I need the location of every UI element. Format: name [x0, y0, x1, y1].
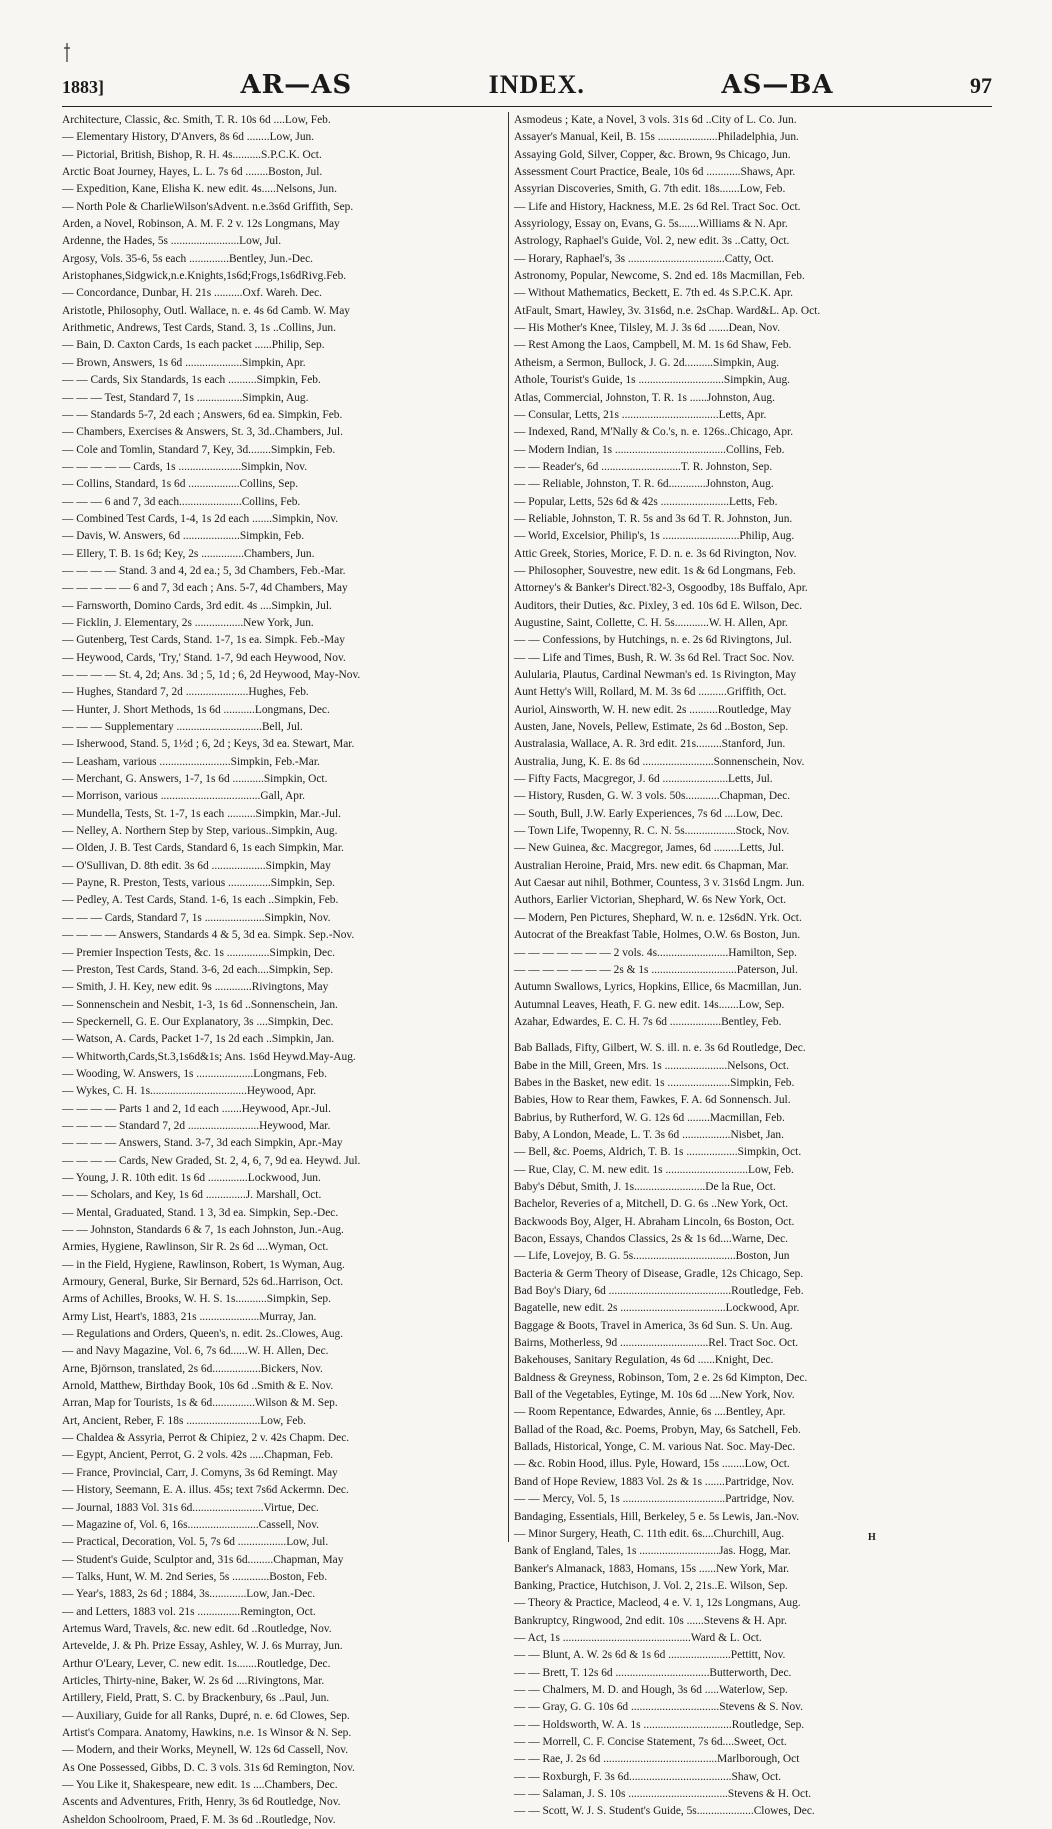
index-entry: — — — 6 and 7, 3d each......................Collins, Feb. [62, 495, 301, 508]
index-entry: — You Like it, Shakespeare, new edit. 1s ....Chambers, Dec. [62, 1779, 338, 1791]
index-entry: — Gutenberg, Test Cards, Stand. 1-7, 1s ea. Simpk. Feb.-May [62, 634, 345, 647]
index-entry: — Leasham, various .........................Simpkin, Feb.-Mar. [62, 755, 320, 768]
index-entry: Artillery, Field, Pratt, S. C. by Brackenbury, 6s ..Paul, Jun. [62, 1692, 330, 1705]
index-entry: Ballads, Historical, Yonge, C. M. various Nat. Soc. May-Dec. [514, 1441, 796, 1454]
index-entry: Ballad of the Road, &c. Poems, Probyn, May, 6s Satchell, Feb. [514, 1423, 801, 1436]
index-entry: Ardenne, the Hades, 5s ........................Low, Jul. [62, 235, 282, 248]
index-entry: — — Reliable, Johnston, T. R. 6d.............Johnston, Aug. [514, 478, 774, 491]
index-entry: — — — — Stand. 3 and 4, 2d ea.; 5, 3d Chambers, Feb.-Mar. [62, 564, 346, 577]
index-entry: Babies, How to Rear them, Fawkes, F. A. 6d Sonnensch. Jul. [514, 1094, 791, 1107]
index-entry: — History, Rusden, G. W. 3 vols. 50s............Chapman, Dec. [514, 790, 791, 803]
index-entry: — Room Repentance, Edwardes, Annie, 6s ....Bentley, Apr. [514, 1406, 786, 1419]
index-entry: — Hunter, J. Short Methods, 1s 6d ...........Longmans, Dec. [62, 703, 330, 716]
header-right-range: AS—BA [721, 70, 834, 100]
index-entry: Auditors, their Duties, &c. Pixley, 3 ed. 10s 6d E. Wilson, Dec. [514, 599, 803, 612]
index-entry: — Wooding, W. Answers, 1s ....................Longmans, Feb. [62, 1067, 327, 1080]
index-entry: Babrius, by Rutherford, W. G. 12s 6d ........Macmillan, Feb. [514, 1111, 785, 1124]
index-entry: Bad Boy's Diary, 6d ...........................................Routledge, Feb. [514, 1285, 804, 1298]
index-entry: — Heywood, Cards, 'Try,' Stand. 1-7, 9d each Heywood, Nov. [62, 651, 346, 664]
index-entry: — — Chalmers, M. D. and Hough, 3s 6d .....Waterlow, Sep. [514, 1683, 788, 1696]
index-entry: — — Brett, T. 12s 6d .................................Butterworth, Dec. [514, 1666, 792, 1679]
index-entry: — His Mother's Knee, Tilsley, M. J. 3s 6d .......Dean, Nov. [514, 322, 781, 335]
index-entry: — — Rae, J. 2s 6d ........................................Marlborough, Oct [514, 1753, 800, 1766]
index-entry: — — — Supplementary ..............................Bell, Jul. [62, 721, 303, 734]
index-entry: — Nelley, A. Northern Step by Step, various..Simpkin, Aug. [62, 825, 338, 838]
index-entry: — New Guinea, &c. Macgregor, James, 6d .........Letts, Jul. [514, 842, 785, 855]
index-entry: — — Gray, G. G. 10s 6d ...............................Stevens & S. Nov. [514, 1701, 803, 1714]
index-entry: — — — Test, Standard 7, 1s ................Simpkin, Aug. [62, 391, 309, 404]
index-entry: — — — — Answers, Standards 4 & 5, 3d ea. Simpk. Sep.-Nov. [62, 929, 355, 942]
index-entry: — World, Excelsior, Philip's, 1s ...........................Philip, Aug. [514, 530, 795, 543]
index-entry: Arran, Map for Tourists, 1s & 6d...............Wilson & M. Sep. [62, 1397, 338, 1410]
index-entry: — Act, 1s .............................................Ward & L. Oct. [514, 1631, 762, 1644]
index-entry: Artevelde, J. & Ph. Prize Essay, Ashley, W. J. 6s Murray, Jun. [62, 1640, 343, 1653]
index-entry: — Talks, Hunt, W. M. 2nd Series, 5s .............Boston, Feb. [62, 1570, 328, 1583]
index-entry: Baby, A London, Meade, L. T. 3s 6d .................Nisbet, Jan. [514, 1128, 784, 1141]
index-entry: — Rest Among the Laos, Campbell, M. M. 1s 6d Shaw, Feb. [514, 339, 792, 352]
index-entry: — Without Mathematics, Beckett, E. 7th ed. 4s S.P.C.K. Apr. [514, 287, 794, 300]
index-entry: Bacon, Essays, Chandos Classics, 2s & 1s 6d....Warne, Dec. [514, 1233, 789, 1245]
index-entry: Assyrian Discoveries, Smith, G. 7th edit. 18s.......Low, Feb. [514, 183, 786, 196]
index-entry: — Bain, D. Caxton Cards, 1s each packet ......Philip, Sep. [62, 339, 325, 352]
index-entry: — &c. Robin Hood, illus. Pyle, Howard, 15s ........Low, Oct. [514, 1458, 790, 1471]
index-entry: Bacteria & Germ Theory of Disease, Gradle, 12s Chicago, Sep. [514, 1267, 804, 1280]
index-entry: Army List, Heart's, 1883, 21s .....................Murray, Jan. [62, 1310, 317, 1323]
index-entry: Arthur O'Leary, Lever, C. new edit. 1s.......Routledge, Dec. [62, 1657, 331, 1670]
index-entry: Auriol, Ainsworth, W. H. new edit. 2s ..........Routledge, May [514, 703, 792, 716]
index-entry: Banking, Practice, Hutchison, J. Vol. 2, 21s..E. Wilson, Sep. [514, 1579, 788, 1592]
index-entry: — — — — Cards, New Graded, St. 2, 4, 6, 7, 9d ea. Heywd. Jul. [62, 1154, 361, 1167]
index-entry: — O'Sullivan, D. 8th edit. 3s 6d ...................Simpkin, May [62, 859, 331, 872]
index-entry: Autumnal Leaves, Heath, F. G. new edit. 14s.......Low, Sep. [514, 998, 785, 1011]
index-entry: — — — — St. 4, 2d; Ans. 3d ; 5, 1d ; 6, 2d Heywood, May-Nov. [62, 669, 361, 681]
index-entry: Articles, Thirty-nine, Baker, W. 2s 6d ....Rivingtons, Mar. [62, 1674, 325, 1687]
index-entry: Bakehouses, Sanitary Regulation, 4s 6d ......Knight, Dec. [514, 1354, 774, 1367]
index-entry: — Practical, Decoration, Vol. 5, 7s 6d .................Low, Jul. [62, 1536, 329, 1549]
index-entry: — Bell, &c. Poems, Aldrich, T. B. 1s ..................Simpkin, Oct. [514, 1146, 802, 1159]
index-entry: — Watson, A. Cards, Packet 1-7, 1s 2d each ..Simpkin, Jan. [62, 1033, 335, 1046]
index-entry: — North Pole & CharlieWilson'sAdvent. n.e.3s6d Griffith, Sep. [62, 200, 354, 213]
index-entry: Ball of the Vegetables, Eytinge, M. 10s 6d ....New York, Nov. [514, 1389, 795, 1402]
index-entry: — Cole and Tomlin, Standard 7, Key, 3d........Simpkin, Feb. [62, 443, 336, 456]
index-entry: — Student's Guide, Sculptor and, 31s 6d.........Chapman, May [62, 1553, 344, 1566]
index-entry: Aulularia, Plautus, Cardinal Newman's ed. 1s Rivington, May [514, 669, 797, 681]
index-entry: — Whitworth,Cards,St.3,1s6d&1s; Ans. 1s6d Heywd.May-Aug. [62, 1050, 356, 1063]
signature-mark: H [868, 1532, 876, 1543]
index-entry: — Life, Lovejoy, B. G. 5s....................................Boston, Jun [514, 1250, 790, 1263]
index-entry: — — Reader's, 6d ............................T. R. Johnston, Sep. [514, 460, 773, 473]
index-entry: — Indexed, Rand, M'Nally & Co.'s, n. e. 126s..Chicago, Apr. [514, 426, 794, 439]
index-entry: Arne, Björnson, translated, 2s 6d.................Bickers, Nov. [62, 1362, 323, 1375]
index-entry: — Isherwood, Stand. 5, 1½d ; 6, 2d ; Keys, 3d ea. Stewart, Mar. [62, 738, 355, 751]
index-entry: — — Roxburgh, F. 3s 6d....................................Shaw, Oct. [514, 1770, 782, 1783]
index-entry: — — Confessions, by Hutchings, n. e. 2s 6d Rivingtons, Jul. [514, 634, 792, 647]
index-entry: — Hughes, Standard 7, 2d ......................Hughes, Feb. [62, 686, 309, 699]
index-entry: — Rue, Clay, C. M. new edit. 1s .............................Low, Feb. [514, 1163, 794, 1176]
index-entry: — Modern, Pen Pictures, Shephard, W. n. e. 12s6dN. Yrk. Oct. [514, 911, 802, 924]
index-entry: Banker's Almanack, 1883, Homans, 15s ......New York, Mar. [514, 1562, 790, 1575]
running-head [62, 70, 992, 104]
index-entry: Ascents and Adventures, Frith, Henry, 3s 6d Routledge, Nov. [62, 1796, 341, 1809]
index-entry: — Popular, Letts, 52s 6d & 42s ........................Letts, Feb. [514, 495, 778, 508]
index-entry: — Life and History, Hackness, M.E. 2s 6d Rel. Tract Soc. Oct. [514, 200, 801, 213]
index-entry: Asheldon Schoolroom, Praed, F. M. 3s 6d ..Routledge, Nov. [62, 1813, 336, 1826]
index-entry: Atheism, a Sermon, Bullock, J. G. 2d..........Simpkin, Aug. [514, 356, 780, 369]
index-entry: — Elementary History, D'Anvers, 8s 6d ........Low, Jun. [62, 131, 315, 144]
index-entry: — — — — — — — 2 vols. 4s.........................Hamilton, Sep. [514, 946, 797, 959]
index-entry: Autumn Swallows, Lyrics, Hopkins, Ellice, 6s Macmillan, Jun. [514, 981, 802, 994]
index-entry: — Town Life, Twopenny, R. C. N. 5s..................Stock, Nov. [514, 825, 790, 838]
index-entry: — Smith, J. H. Key, new edit. 9s .............Rivingtons, May [62, 981, 329, 994]
header-rule [62, 106, 992, 107]
index-entry: — Egypt, Ancient, Perrot, G. 2 vols. 42s .....Chapman, Feb. [62, 1449, 334, 1462]
index-entry: — Farnsworth, Domino Cards, 3rd edit. 4s ....Simpkin, Jul. [62, 599, 332, 612]
index-entry: — Preston, Test Cards, Stand. 3-6, 2d each....Simpkin, Sep. [62, 963, 334, 976]
index-entry: — Olden, J. B. Test Cards, Standard 6, 1s each Simpkin, Mar. [62, 842, 344, 855]
index-entry: Atlas, Commercial, Johnston, T. R. 1s ......Johnston, Aug. [514, 391, 775, 404]
index-entry: Bandaging, Essentials, Hill, Berkeley, 5 e. 5s Lewis, Jan.-Nov. [514, 1510, 800, 1523]
index-entry: — — — Cards, Standard 7, 1s .....................Simpkin, Nov. [62, 911, 331, 924]
index-entry: Assaying Gold, Silver, Copper, &c. Brown, 9s Chicago, Jun. [514, 148, 791, 161]
index-entry: Assessment Court Practice, Beale, 10s 6d ............Shaws, Apr. [514, 166, 796, 179]
column-divider [508, 112, 509, 1542]
index-entry: Astronomy, Popular, Newcome, S. 2nd ed. 18s Macmillan, Feb. [514, 270, 805, 283]
index-entry: Baggage & Boots, Travel in America, 3s 6d Sun. S. Un. Aug. [514, 1319, 793, 1332]
header-left-range: AR—AS [240, 70, 353, 100]
index-entry: — Merchant, G. Answers, 1-7, 1s 6d ...........Simpkin, Oct. [62, 773, 328, 786]
index-entry: Australian Heroine, Praid, Mrs. new edit. 6s Chapman, Mar. [514, 859, 789, 872]
index-entry: Band of Hope Review, 1883 Vol. 2s & 1s .......Partridge, Nov. [514, 1475, 794, 1488]
index-entry: — — — — — — — 2s & 1s ..............................Paterson, Jul. [514, 963, 798, 976]
index-entry: — — — — — 6 and 7, 3d each ; Ans. 5-7, 4d Chambers, May [62, 582, 348, 595]
index-entry: Bagatelle, new edit. 2s .....................................Lockwood, Apr. [514, 1302, 800, 1315]
index-entry: — Year's, 1883, 2s 6d ; 1884, 3s.............Low, Jan.-Dec. [62, 1588, 316, 1601]
index-entry: Bankruptcy, Ringwood, 2nd edit. 10s ......Stevens & H. Apr. [514, 1614, 787, 1627]
index-entry: Bab Ballads, Fifty, Gilbert, W. S. ill. n. e. 3s 6d Routledge, Dec. [514, 1042, 806, 1055]
index-entry: — Regulations and Orders, Queen's, n. edit. 2s..Clowes, Aug. [62, 1328, 344, 1341]
index-entry: — Expedition, Kane, Elisha K. new edit. 4s.....Nelsons, Jun. [62, 183, 337, 196]
index-entry: Armoury, General, Burke, Sir Bernard, 52s 6d..Harrison, Oct. [62, 1276, 344, 1289]
page-number: 97 [969, 73, 992, 98]
index-entry: — — Scott, W. J. S. Student's Guide, 5s....................Clowes, Dec. [514, 1805, 815, 1818]
index-entry: — Philosopher, Souvestre, new edit. 1s & 6d Longmans, Feb. [514, 564, 796, 577]
index-entry: — Modern Indian, 1s .......................................Collins, Feb. [514, 443, 785, 456]
index-entry: As One Possessed, Gibbs, D. C. 3 vols. 31s 6d Remington, Nov. [62, 1761, 355, 1774]
right-index-column [514, 112, 992, 1821]
index-entry: Asmodeus ; Kate, a Novel, 3 vols. 31s 6d ..City of L. Co. Jun. [514, 114, 797, 126]
index-entry: — — — — Parts 1 and 2, 1d each .......Heywood, Apr.-Jul. [62, 1102, 331, 1115]
index-entry: Aunt Hetty's Will, Rollard, M. M. 3s 6d ..........Griffith, Oct. [514, 686, 787, 699]
index-entry: — Magazine of, Vol. 6, 16s.........................Cassell, Nov. [62, 1518, 320, 1531]
left-index-column [62, 112, 506, 1829]
index-entry: Bank of England, Tales, 1s ............................Jas. Hogg, Mar. [514, 1545, 791, 1558]
index-entry: Baldness & Greyness, Robinson, Tom, 2 e. 2s 6d Kimpton, Dec. [514, 1371, 808, 1384]
index-entry: — Combined Test Cards, 1-4, 1s 2d each .......Simpkin, Nov. [62, 512, 339, 525]
index-entry: Athole, Tourist's Guide, 1s ..............................Simpkin, Aug. [514, 374, 791, 387]
index-entry: Architecture, Classic, &c. Smith, T. R. 10s 6d ....Low, Feb. [62, 114, 331, 126]
index-entry: Art, Ancient, Reber, F. 18s ..........................Low, Feb. [62, 1414, 307, 1427]
index-entry: — Sonnenschein and Nesbit, 1-3, 1s 6d ..Sonnenschein, Jan. [62, 998, 338, 1011]
index-entry: Attic Greek, Stories, Morice, F. D. n. e. 3s 6d Rivington, Nov. [514, 547, 797, 560]
index-entry: — Chambers, Exercises & Answers, St. 3, 3d..Chambers, Jul. [62, 426, 343, 439]
index-entry: Authors, Earlier Victorian, Shephard, W. 6s New York, Oct. [514, 894, 787, 907]
index-entry: Australasia, Wallace, A. R. 3rd edit. 21s.........Stanford, Jun. [514, 738, 786, 751]
index-entry: Aristotle, Philosophy, Outl. Wallace, n. e. 4s 6d Camb. W. May [62, 304, 350, 317]
index-entry: Bachelor, Reveries of a, Mitchell, D. G. 6s ..New York, Oct. [514, 1198, 789, 1211]
index-entry: AtFault, Smart, Hawley, 3v. 31s6d, n.e. 2sChap. Ward&L. Ap. Oct. [514, 304, 821, 317]
index-entry: — Minor Surgery, Heath, C. 11th edit. 6s....Churchill, Aug. [514, 1527, 785, 1540]
index-entry: — Davis, W. Answers, 6d ....................Simpkin, Feb. [62, 530, 305, 543]
index-entry: Aristophanes,Sidgwick,n.e.Knights,1s6d;Frogs,1s6dRivg.Feb. [62, 270, 347, 283]
index-entry: — and Navy Magazine, Vol. 6, 7s 6d......W. H. Allen, Dec. [62, 1345, 329, 1358]
index-entry: Bairns, Motherless, 9d ...............................Rel. Tract Soc. Oct. [514, 1337, 799, 1350]
index-entry: Augustine, Saint, Collette, C. H. 5s............W. H. Allen, Apr. [514, 616, 788, 629]
index-entry: — — Scholars, and Key, 1s 6d ..............J. Marshall, Oct. [62, 1189, 322, 1202]
index-entry: — Payne, R. Preston, Tests, various ...............Simpkin, Sep. [62, 877, 336, 890]
index-entry: Arithmetic, Andrews, Test Cards, Stand. 3, 1s ..Collins, Jun. [62, 322, 336, 335]
index-entry: — — Morrell, C. F. Concise Statement, 7s 6d....Sweet, Oct. [514, 1735, 787, 1748]
index-entry: — — — — — Cards, 1s ......................Simpkin, Nov. [62, 460, 308, 473]
index-entry: — Mental, Graduated, Stand. 1 3, 3d ea. Simpkin, Sep.-Dec. [62, 1206, 339, 1219]
index-entry: — and Letters, 1883 vol. 21s ...............Remington, Oct. [62, 1605, 316, 1618]
index-entry: — South, Bull, J.W. Early Experiences, 7s 6d ....Low, Dec. [514, 807, 784, 820]
index-entry: — Brown, Answers, 1s 6d ....................Simpkin, Apr. [62, 356, 306, 369]
index-entry: — — Johnston, Standards 6 & 7, 1s each Johnston, Jun.-Aug. [62, 1224, 344, 1236]
index-entry: Arnold, Matthew, Birthday Book, 10s 6d ..Smith & E. Nov. [62, 1380, 334, 1393]
index-entry: — Auxiliary, Guide for all Ranks, Dupré, n. e. 6d Clowes, Sep. [62, 1709, 350, 1722]
index-entry: Assayer's Manual, Keil, B. 15s .....................Philadelphia, Jun. [514, 131, 799, 144]
index-entry [514, 1031, 992, 1040]
index-entry: — — Mercy, Vol. 5, 1s ....................................Partridge, Nov. [514, 1493, 795, 1506]
index-entry: — Wykes, C. H. 1s..................................Heywood, Apr. [62, 1085, 317, 1098]
index-entry: — Fifty Facts, Macgregor, J. 6d .......................Letts, Jul. [514, 773, 773, 786]
index-entry: Artist's Compara. Anatomy, Hawkins, n.e. 1s Winsor & N. Sep. [62, 1726, 352, 1739]
index-entry: — Concordance, Dunbar, H. 21s ..........Oxf. Wareh. Dec. [62, 287, 323, 300]
index-entry: — Pedley, A. Test Cards, Stand. 1-6, 1s each ..Simpkin, Feb. [62, 894, 339, 907]
index-entry: — in the Field, Hygiene, Rawlinson, Robert, 1s Wyman, Aug. [62, 1258, 345, 1271]
index-entry: — France, Provincial, Carr, J. Comyns, 3s 6d Remingt. May [62, 1466, 338, 1479]
index-entry: — — Life and Times, Bush, R. W. 3s 6d Rel. Tract Soc. Nov. [514, 651, 795, 664]
index-entry: — Speckernell, G. E. Our Explanatory, 3s ....Simpkin, Dec. [62, 1015, 334, 1028]
index-entry: — Premier Inspection Tests, &c. 1s ...............Simpkin, Dec. [62, 946, 335, 959]
header-title: INDEX. [488, 70, 585, 99]
index-entry: Assyriology, Essay on, Evans, G. 5s.......Williams & N. Apr. [514, 218, 788, 231]
index-entry: — Mundella, Tests, St. 1-7, 1s each ..........Simpkin, Mar.-Jul. [62, 807, 341, 820]
margin-ink-mark [62, 42, 72, 64]
index-entry: — — Standards 5-7, 2d each ; Answers, 6d ea. Simpkin, Feb. [62, 408, 343, 421]
index-entry: Armies, Hygiene, Rawlinson, Sir R. 2s 6d ....Wyman, Oct. [62, 1241, 329, 1254]
index-entry: — Ficklin, J. Elementary, 2s .................New York, Jun. [62, 616, 314, 629]
index-entry: — — Blunt, A. W. 2s 6d & 1s 6d ......................Pettitt, Nov. [514, 1649, 786, 1662]
index-entry: Babe in the Mill, Green, Mrs. 1s ......................Nelsons, Oct. [514, 1059, 789, 1072]
index-entry: — Morrison, various ...................................Gall, Apr. [62, 790, 305, 803]
index-entry: Autocrat of the Breakfast Table, Holmes, O.W. 6s Boston, Jun. [514, 929, 801, 942]
index-entry: Attorney's & Banker's Direct.'82-3, Osgoodby, 18s Buffalo, Apr. [514, 582, 808, 595]
index-entry: Aut Caesar aut nihil, Bothmer, Countess, 3 v. 31s6d Lngm. Jun. [514, 877, 805, 890]
index-entry: Argosy, Vols. 35-6, 5s each ..............Bentley, Jun.-Dec. [62, 252, 313, 265]
index-entry: — Consular, Letts, 21s ..................................Letts, Apr. [514, 408, 767, 421]
index-entry: — Collins, Standard, 1s 6d ..................Collins, Sep. [62, 478, 299, 491]
index-entry: — Ellery, T. B. 1s 6d; Key, 2s ...............Chambers, Jun. [62, 547, 315, 560]
index-entry: Astrology, Raphael's Guide, Vol. 2, new edit. 3s ..Catty, Oct. [514, 235, 790, 248]
index-entry: — Modern, and their Works, Meynell, W. 12s 6d Cassell, Nov. [62, 1744, 349, 1757]
index-entry: Baby's Début, Smith, J. 1s.........................De la Rue, Oct. [514, 1180, 776, 1193]
index-entry: — Reliable, Johnston, T. R. 5s and 3s 6d T. R. Johnston, Jun. [514, 512, 793, 525]
index-entry: Austen, Jane, Novels, Pellew, Estimate, 2s 6d ..Boston, Sep. [514, 721, 789, 734]
header-year: 1883] [62, 77, 104, 97]
index-entry: Australia, Jung, K. E. 8s 6d .........................Sonnenschein, Nov. [514, 755, 805, 768]
index-entry: — — — — Standard 7, 2d .........................Heywood, Mar. [62, 1119, 331, 1132]
index-entry: — History, Seemann, E. A. illus. 45s; text 7s6d Ackermn. Dec. [62, 1484, 349, 1497]
index-entry: — Chaldea & Assyria, Perrot & Chipiez, 2 v. 42s Chapm. Dec. [62, 1432, 350, 1445]
index-entry: Azahar, Edwardes, E. C. H. 7s 6d ..................Bentley, Feb. [514, 1015, 782, 1028]
index-entry: Artemus Ward, Travels, &c. new edit. 6d ..Routledge, Nov. [62, 1622, 332, 1635]
index-entry: — — — — Answers, Stand. 3-7, 3d each Simpkin, Apr.-May [62, 1137, 343, 1150]
index-entry: — — Cards, Six Standards, 1s each ..........Simpkin, Feb. [62, 374, 321, 387]
index-entry: — Pictorial, British, Bishop, R. H. 4s..........S.P.C.K. Oct. [62, 148, 322, 161]
index-entry: Arms of Achilles, Brooks, W. H. S. 1s...........Simpkin, Sep. [62, 1293, 331, 1306]
index-entry: — Theory & Practice, Macleod, 4 e. V. 1, 12s Longmans, Aug. [514, 1597, 801, 1610]
index-entry: — Young, J. R. 10th edit. 1s 6d ..............Lockwood, Jun. [62, 1171, 321, 1184]
index-entry: — Journal, 1883 Vol. 31s 6d.........................Virtue, Dec. [62, 1501, 319, 1514]
index-entry: Backwoods Boy, Alger, H. Abraham Lincoln, 6s Boston, Oct. [514, 1215, 795, 1228]
index-entry: — — Salaman, J. S. 10s ...................................Stevens & H. Oct. [514, 1788, 812, 1800]
index-entry: — Horary, Raphael's, 3s ..................................Catty, Oct. [514, 252, 774, 265]
index-entry: Babes in the Basket, new edit. 1s ......................Simpkin, Feb. [514, 1076, 795, 1089]
index-entry: Arden, a Novel, Robinson, A. M. F. 2 v. 12s Longmans, May [62, 218, 340, 231]
index-entry: — — Holdsworth, W. A. 1s ...............................Routledge, Sep. [514, 1718, 805, 1731]
index-entry: Arctic Boat Journey, Hayes, L. L. 7s 6d ........Boston, Jul. [62, 166, 323, 179]
